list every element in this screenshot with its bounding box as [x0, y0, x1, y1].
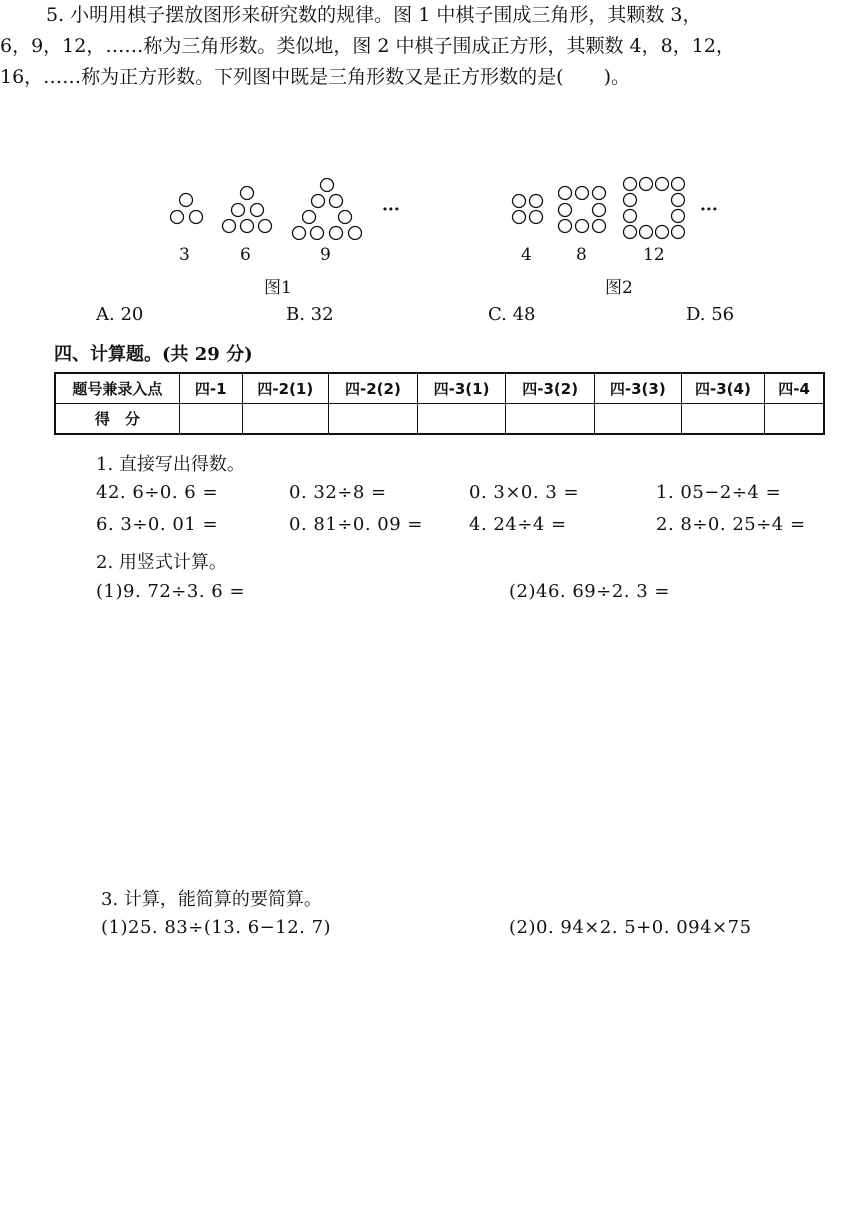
score-cell[interactable] — [329, 404, 418, 435]
score-cell[interactable] — [417, 404, 506, 435]
q5-paren-close: )。 — [603, 66, 631, 88]
fig1-label-9: 9 — [320, 245, 331, 265]
pieces-figures — [0, 0, 867, 300]
header-cell: 四-4 — [765, 373, 824, 404]
header-cell: 四-3(3) — [594, 373, 681, 404]
simplify-calc-1: (1)25. 83÷(13. 6−12. 7) — [101, 917, 332, 938]
option-a[interactable]: A. 20 — [96, 304, 144, 325]
header-cell: 四-2(2) — [329, 373, 418, 404]
simplify-calc-2: (2)0. 94×2. 5+0. 094×75 — [509, 917, 752, 938]
score-cell[interactable] — [681, 404, 765, 435]
score-table-header-row — [55, 373, 824, 404]
q5-line-2: 6，9，12，……称为三角形数。类似地，图 2 中棋子围成正方形，其颗数 4，8，12， — [0, 35, 735, 57]
score-row-label: 得 分 — [55, 404, 179, 435]
calc-expression: 1. 05−2÷4 = — [656, 482, 782, 503]
calc-expression: 0. 3×0. 3 = — [469, 482, 580, 503]
score-table-score-row — [55, 404, 824, 435]
score-cell[interactable] — [506, 404, 595, 435]
option-c[interactable]: C. 48 — [488, 304, 536, 325]
calc-expression: 4. 24÷4 = — [469, 514, 567, 535]
header-cell: 四-2(1) — [242, 373, 329, 404]
option-d[interactable]: D. 56 — [686, 304, 735, 325]
score-cell[interactable] — [765, 404, 824, 435]
calc-expression: 0. 81÷0. 09 = — [289, 514, 423, 535]
header-cell: 四-3(4) — [681, 373, 765, 404]
score-table — [54, 372, 825, 435]
header-cell: 四-3(2) — [506, 373, 595, 404]
calc-expression: 2. 8÷0. 25÷4 = — [656, 514, 806, 535]
calc-expression: 0. 32÷8 = — [289, 482, 387, 503]
fig2-caption: 图2 — [605, 278, 633, 298]
q5-line-1: 5. 小明用棋子摆放图形来研究数的规律。图 1 中棋子围成三角形，其颗数 3， — [46, 4, 702, 26]
fig2-label-4: 4 — [521, 245, 532, 265]
header-cell: 四-1 — [179, 373, 242, 404]
fig2-ellipsis: ··· — [700, 200, 718, 220]
part-3-title: 3. 计算，能简算的要简算。 — [101, 889, 322, 910]
square-of-4 — [513, 195, 543, 224]
calc-expression: 42. 6÷0. 6 = — [96, 482, 219, 503]
part-2-title: 2. 用竖式计算。 — [96, 552, 227, 573]
fig1-label-3: 3 — [179, 245, 190, 265]
option-b[interactable]: B. 32 — [286, 304, 334, 325]
score-cell[interactable] — [594, 404, 681, 435]
score-cell[interactable] — [179, 404, 242, 435]
header-cell: 题号兼录入点 — [55, 373, 179, 404]
square-of-8 — [559, 187, 606, 233]
fig2-label-8: 8 — [576, 245, 587, 265]
square-of-12 — [624, 178, 685, 239]
score-cell[interactable] — [242, 404, 329, 435]
part-1-title: 1. 直接写出得数。 — [96, 454, 245, 475]
fig1-ellipsis: ··· — [382, 200, 400, 220]
calc-expression: 6. 3÷0. 01 = — [96, 514, 219, 535]
triangle-of-6 — [223, 187, 272, 233]
vertical-calc-2: (2)46. 69÷2. 3 = — [509, 581, 670, 602]
q5-line-3-text: 16，……称为正方形数。下列图中既是三角形数又是正方形数的是( — [0, 66, 564, 88]
vertical-calc-1: (1)9. 72÷3. 6 = — [96, 581, 246, 602]
fig1-label-6: 6 — [240, 245, 251, 265]
header-cell: 四-3(1) — [417, 373, 506, 404]
triangle-of-9 — [293, 179, 362, 240]
fig2-label-12: 12 — [643, 245, 665, 265]
section-4-title: 四、计算题。(共 29 分) — [54, 344, 253, 365]
triangle-of-3 — [171, 194, 203, 224]
fig1-caption: 图1 — [264, 278, 292, 298]
